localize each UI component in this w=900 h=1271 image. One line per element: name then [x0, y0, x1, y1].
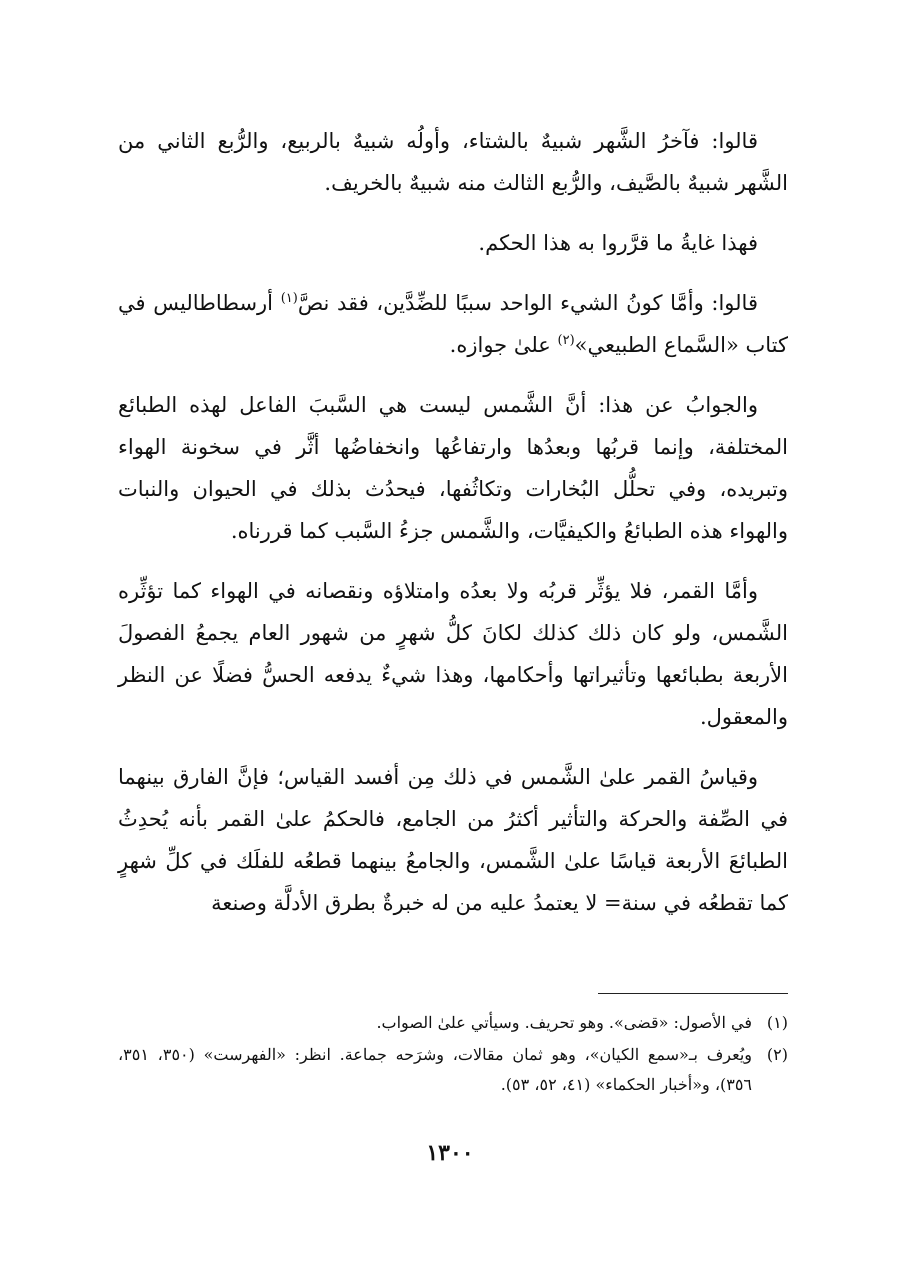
paragraph: والجوابُ عن هذا: أنَّ الشَّمس ليست هي السَّببَ الفاعل لهذه الطبائع المختلفة، وإنما قربُها وبعدُها وارتفاعُها وانخفاضُها أثَّر في سخونة الهواء وتبريده، وفي تحلُّل البُخارات وتكاثُفها، فيحدُث بذلك في الحيوان والنبات والهواء هذه الطبائعُ والكيفيَّات، والشَّمس جزءُ السَّبب كما قررناه.: [118, 393, 788, 543]
page-number: ١٣٠٠: [426, 1140, 474, 1166]
footnote-marker[interactable]: (٢): [557, 333, 575, 348]
paragraph: وقياسُ القمر علىٰ الشَّمس في ذلك مِن أفسد القياس؛ فإنَّ الفارق بينهما في الصِّفة والحركة والتأثير أكثرُ من الجامع، فالحكمُ علىٰ القمر بأنه يُحدِثُ الطبائعَ الأربعة قياسًا علىٰ الشَّمس، والجامعُ بينهما قطعُه للفلَك في كلِّ شهرٍ كما تقطعُه في سنة= لا يعتمدُ عليه من له خبرةٌ بطرق الأدلَّة وصنعة: [118, 765, 788, 915]
footnote: [118, 1008, 788, 1038]
paragraph: قالوا: فآخرُ الشَّهر شبيهٌ بالشتاء، وأولُه شبيهٌ بالربيع، والرُّبع الثاني من الشَّهر شبيهٌ بالصَّيف، والرُّبع الثالث منه شبيهٌ بالخريف.: [118, 129, 788, 195]
paragraph: فهذا غايةُ ما قرَّروا به هذا الحكم.: [478, 231, 758, 255]
footnote-marker[interactable]: (١): [280, 291, 298, 306]
footnote-text: ويُعرف بـ«سمع الكيان»، وهو ثمان مقالات، وشرَحه جماعة. انظر: «الفهرست» (٣٥٠، ٣٥١، ٣٥٦)، و«أخبار الحكماء» (٤١، ٥٢، ٥٣).: [118, 1045, 753, 1094]
paragraph-text: علىٰ جوازه.: [449, 333, 558, 357]
paragraph: وأمَّا القمر، فلا يؤثِّر قربُه ولا بعدُه وامتلاؤه ونقصانه في الهواء كما تؤثِّره الشَّمس، ولو كان ذلك كذلك لكانَ كلُّ شهرٍ من شهور العام يجمعُ الفصولَ الأربعة بطبائعها وتأثيراتها وأحكامها، وهذا شيءٌ يدفعه الحسُّ فضلًا عن النظر والمعقول.: [118, 579, 788, 729]
footnotes: [118, 1008, 788, 1102]
footnote-number: (١): [766, 1013, 788, 1032]
footnote-separator: [598, 993, 788, 994]
footnote-text: في الأصول: «قضى». وهو تحريف. وسيأتي علىٰ الصواب.: [376, 1013, 752, 1032]
main-text: [118, 120, 788, 942]
paragraph-text: قالوا: وأمَّا كونُ الشيء الواحد سببًا للضِّدَّين، فقد نصَّ: [297, 291, 758, 315]
footnote-number: (٢): [766, 1045, 788, 1064]
paragraph: [118, 282, 788, 366]
footnote: [118, 1040, 788, 1100]
paragraph-text: أرسطاطاليس في كتاب «السَّماع الطبيعي»: [118, 291, 788, 357]
